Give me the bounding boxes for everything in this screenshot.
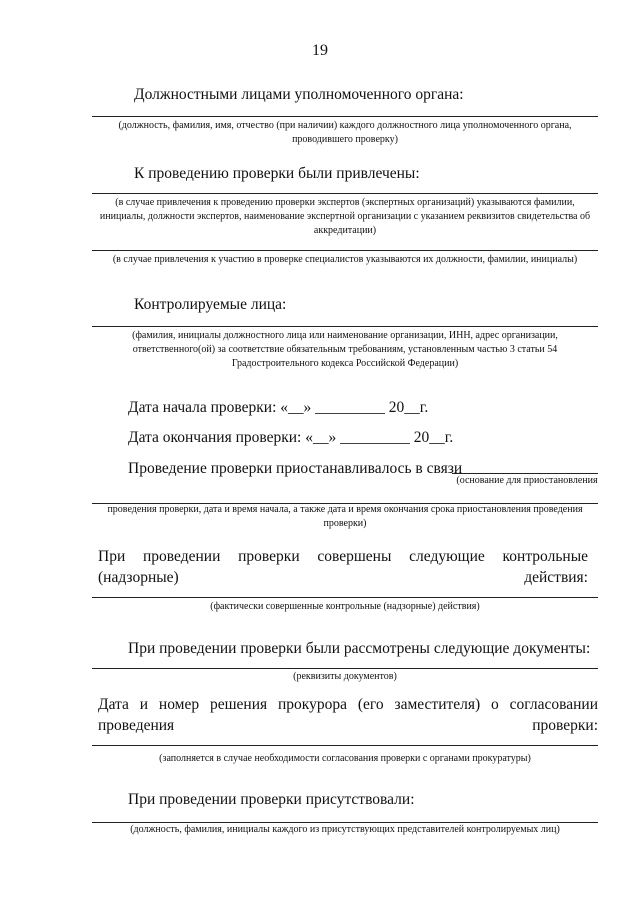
officials-fill-line bbox=[92, 116, 598, 117]
suspension-hint-cont: проведения проверки, дата и время начала, а также дата и время окончания срока приостановления проведения проверки) bbox=[107, 504, 583, 529]
controlled-label: Контролируемые лица: bbox=[134, 296, 287, 313]
involved-specialists-hint: (в случае привлечения к участию в проверке специалистов указываются их должности, фамилии, инициалы) bbox=[112, 254, 578, 265]
suspension-hint-right: (основание для приостановления bbox=[456, 475, 598, 486]
involved-experts-hint: (в случае привлечения к проведению проверки экспертов (экспертных организаций) указываются фамилии, инициалы, должности экспертов, наименование экспертной организации с указанием реквизитов свидетельства об аккредитации) bbox=[99, 197, 591, 236]
involved-experts-fill-line bbox=[92, 193, 598, 194]
documents-label: При проведении проверки были рассмотрены следующие документы: bbox=[128, 640, 591, 657]
present-label: При проведении проверки присутствовали: bbox=[128, 791, 415, 808]
suspension-label: Проведение проверки приостанавливалось в связи bbox=[128, 460, 463, 477]
prosecutor-label: Дата и номер решения прокурора (его заместителя) о согласовании проведения проверки: bbox=[98, 696, 598, 734]
involved-label: К проведению проверки были привлечены: bbox=[134, 165, 420, 182]
actions-label: При проведении проверки совершены следующие контрольные (надзорные) действия: bbox=[98, 548, 588, 586]
involved-specialists-fill-line bbox=[92, 250, 598, 251]
documents-hint: (реквизиты документов) bbox=[293, 671, 397, 682]
page-number: 19 bbox=[312, 42, 328, 59]
officials-label: Должностными лицами уполномоченного органа: bbox=[134, 86, 464, 103]
officials-hint: (должность, фамилия, имя, отчество (при наличии) каждого должностного лица уполномоченного органа, проводившего проверку) bbox=[118, 120, 572, 145]
prosecutor-fill-line bbox=[92, 745, 598, 746]
present-hint: (должность, фамилия, инициалы каждого из присутствующих представителей контролируемых лиц) bbox=[130, 824, 560, 835]
prosecutor-hint: (заполняется в случае необходимости согласования проверки с органами прокуратуры) bbox=[159, 753, 531, 764]
controlled-fill-line bbox=[92, 326, 598, 327]
documents-fill-line bbox=[92, 668, 598, 669]
actions-fill-line bbox=[92, 597, 598, 598]
actions-hint: (фактически совершенные контрольные (надзорные) действия) bbox=[210, 601, 480, 612]
end-date-label: Дата окончания проверки: «__» _________ 20__г. bbox=[128, 429, 454, 446]
controlled-hint: (фамилия, инициалы должностного лица или наименование организации, ИНН, адрес организации, ответственного(ой) за соответствие обязательным требованиям, установленным частью 3 статьи 54 Градостроительного кодекса Российской Федерации) bbox=[132, 330, 558, 369]
start-date-label: Дата начала проверки: «__» _________ 20__г. bbox=[128, 399, 429, 416]
